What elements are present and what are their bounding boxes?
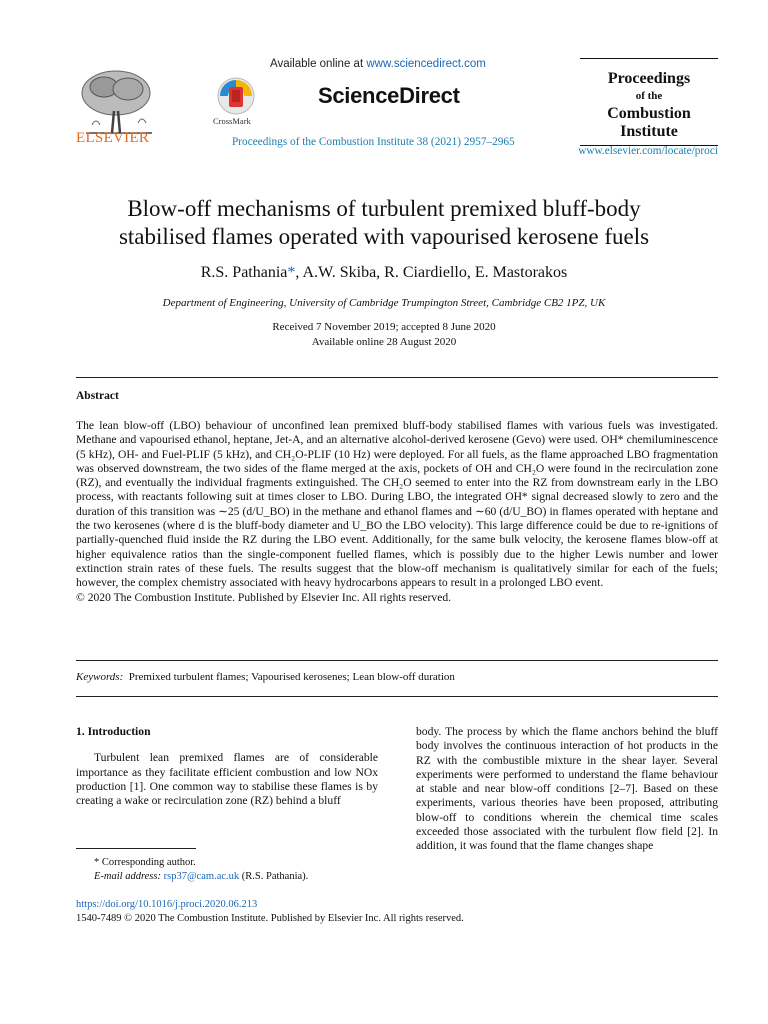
footnote [76,856,378,884]
abstract-heading: Abstract [76,390,119,402]
author-name: A.W. Skiba [302,264,377,281]
body-column-left [76,725,378,808]
article-title [40,195,728,251]
email-link[interactable]: rsp37@cam.ac.uk [163,871,240,882]
body-column-right [416,725,718,854]
paragraph: Turbulent lean premixed flames are of considerable importance as they facilitate efficient combustion and low NOx production [1]. One common way to stabilise these flames is by creating a wake or recirculation zone (RZ) behind a bluff [76,751,378,808]
keywords-label: Keywords: [76,671,124,683]
journal-box-line1: Proceedings [607,70,691,87]
title-line-1: Blow-off mechanisms of turbulent premixed bluff-body [127,196,641,221]
crossmark-icon[interactable] [216,76,256,116]
journal-box-line4: Institute [620,123,678,140]
sciencedirect-title: ScienceDirect [318,83,460,108]
journal-box-line3: Combustion [607,105,691,122]
divider [76,696,718,697]
journal-title-box [580,58,718,146]
email-suffix: (R.S. Pathania). [239,871,309,882]
author-name: R.S. Pathania [200,264,288,281]
section-heading: 1. Introduction [76,725,151,738]
keywords-text: Premixed turbulent flames; Vapourised kerosenes; Lean blow-off duration [128,671,455,683]
issn-copyright: 1540-7489 © 2020 The Combustion Institute. Published by Elsevier Inc. All rights reserved. [76,913,464,924]
available-online-line [270,58,486,70]
divider [76,660,718,661]
doi-link[interactable]: https://doi.org/10.1016/j.proci.2020.06.213 [76,899,258,910]
title-line-2: stabilised flames operated with vapourised kerosene fuels [118,224,650,249]
journal-box-line2: of the [635,90,663,102]
elsevier-wordmark: ELSEVIER [76,130,150,146]
received-date: Received 7 November 2019; accepted 8 June 2020 [272,321,496,333]
divider [76,377,718,378]
keywords-line [76,671,455,683]
sciencedirect-link[interactable]: www.sciencedirect.com [366,58,486,70]
author-name: R. Ciardiello [384,264,467,281]
footnote-divider [76,848,196,849]
author-name: E. Mastorakos [474,264,568,281]
paragraph: body. The process by which the flame anchors behind the bluff body involves the continuous interaction of hot products in the RZ with the combustible mixture in the shear layer. Several experiments were performed to understand the flame behaviour at stable and near blow-off conditions [2–7]. Based on these experiments, various theories have been proposed, attributing blow-off to conditions wherein the chemical time scales exceeded those associated with the turbulent flow field [2]. In addition, it was found that the flame changes shape [416,725,718,853]
email-line [76,870,378,884]
available-prefix: Available online at [270,58,367,70]
affiliation: Department of Engineering, University of Cambridge Trumpington Street, Cambridge CB2 1PZ, UK [162,297,606,309]
abstract-text: The lean blow-off (LBO) behaviour of unconfined lean premixed bluff-body stabilised flames with various fuels was investigated. Methane and vapourised ethanol, heptane, Jet-A, and an alternative alcohol-derived kerosene (Gevo) were used. OH* chemiluminescence (5 kHz), OH- and Fuel-PLIF (5 kHz), and CH₂O-PLIF (10 Hz) were deployed. For all fuels, as the flame approached LBO fragmentation was observed downstream, the two sides of the flame merged at the axis, pockets of OH and CH₂O were found in the recirculation zone (RZ), and eventually the individual fragments extinguished. The CH₂O seemed to enter into the RZ from downstream early in the LBO process, with reactants following suit at times closer to LBO. During LBO, the integrated OH* signal decreased slowly to zero and the duration of this transition was ∼25 (d/U_BO) in the methane and ethanol flames and ∼60 (d/U_BO) in flames operated with heptane and the two kerosenes (where d is the bluff-body diameter and U_BO the LBO velocity). This large difference could be due to re-ignitions of partially-quenched fluid inside the RZ during the LBO event. Additionally, for the same bulk velocity, the kerosene flames blow-off at higher equivalence ratios than the single-component fuelled flames, which is possibly due to the higher Lewis number and lower extinction strain rates of these fuels. The results suggest that the blow-off mechanism is qualitatively similar for each of the fuels; however, the complex chemistry associated with heavy hydrocarbons appears to result in a prolonged LBO event. [76,419,718,590]
corresponding-author-mark[interactable]: * [287,264,296,281]
journal-url-link[interactable]: www.elsevier.com/locate/proci [578,145,718,157]
author-list: R.S. Pathania*, A.W. Skiba, R. Ciardiello, E. Mastorakos [200,264,568,281]
abstract-body [76,419,718,605]
abstract-copyright: © 2020 The Combustion Institute. Published by Elsevier Inc. All rights reserved. [76,590,452,604]
corresponding-author-note: * Corresponding author. [94,857,196,868]
available-online-date: Available online 28 August 2020 [311,336,457,348]
crossmark-label: CrossMark [213,116,251,126]
article-dates [40,320,728,350]
journal-reference[interactable]: Proceedings of the Combustion Institute 38 (2021) 2957–2965 [232,136,515,148]
email-label: E-mail address: [94,871,161,882]
